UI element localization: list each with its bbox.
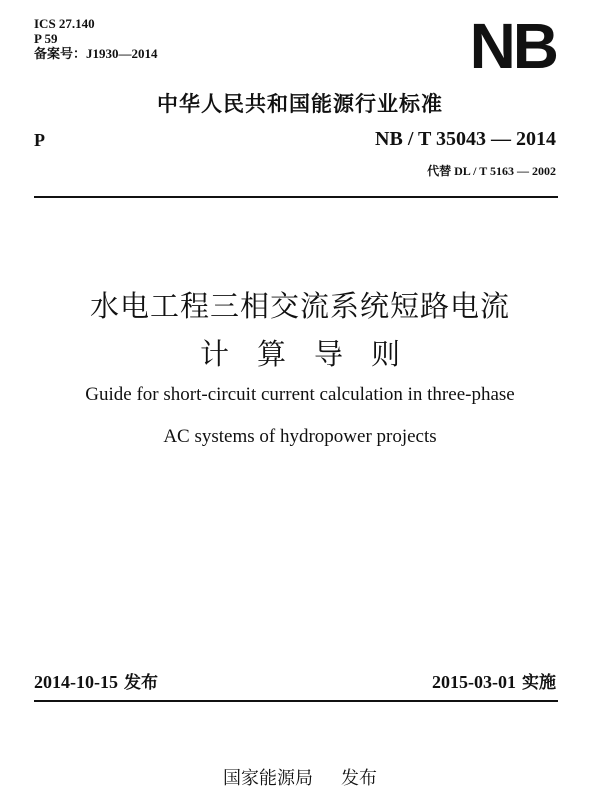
effective-date-block bbox=[432, 668, 556, 693]
title-en-line2: AC systems of hydropower projects bbox=[163, 426, 437, 447]
effective-date: 2015-03-01 bbox=[432, 672, 516, 692]
effective-label: 实施 bbox=[522, 673, 556, 693]
top-rule bbox=[34, 196, 558, 198]
ics-code: ICS 27.140 bbox=[34, 16, 95, 31]
issue-date: 2014-10-15 bbox=[34, 672, 118, 692]
bottom-rule bbox=[34, 700, 558, 702]
issue-date-block bbox=[34, 668, 158, 693]
title-cn-line2: 计算导则 bbox=[199, 337, 428, 371]
nb-logo: NB bbox=[469, 10, 556, 82]
p-code: P 59 bbox=[34, 31, 58, 46]
title-en-line1: Guide for short-circuit current calculation in three-phase bbox=[85, 384, 515, 405]
publisher-line bbox=[0, 764, 600, 790]
issue-label: 发布 bbox=[124, 673, 158, 693]
publisher-name: 国家能源局 bbox=[223, 768, 313, 789]
issuer-title: 中华人民共和国能源行业标准 bbox=[157, 92, 443, 116]
title-cn-line1: 水电工程三相交流系统短路电流 bbox=[89, 289, 510, 323]
classification-code: P bbox=[34, 130, 45, 150]
publish-label: 发布 bbox=[341, 768, 377, 789]
replaces-standard: 代替 DL / T 5163 — 2002 bbox=[427, 164, 556, 178]
standard-number: NB / T 35043 — 2014 bbox=[375, 128, 556, 150]
record-number: 备案号：J1930—2014 bbox=[34, 46, 158, 61]
